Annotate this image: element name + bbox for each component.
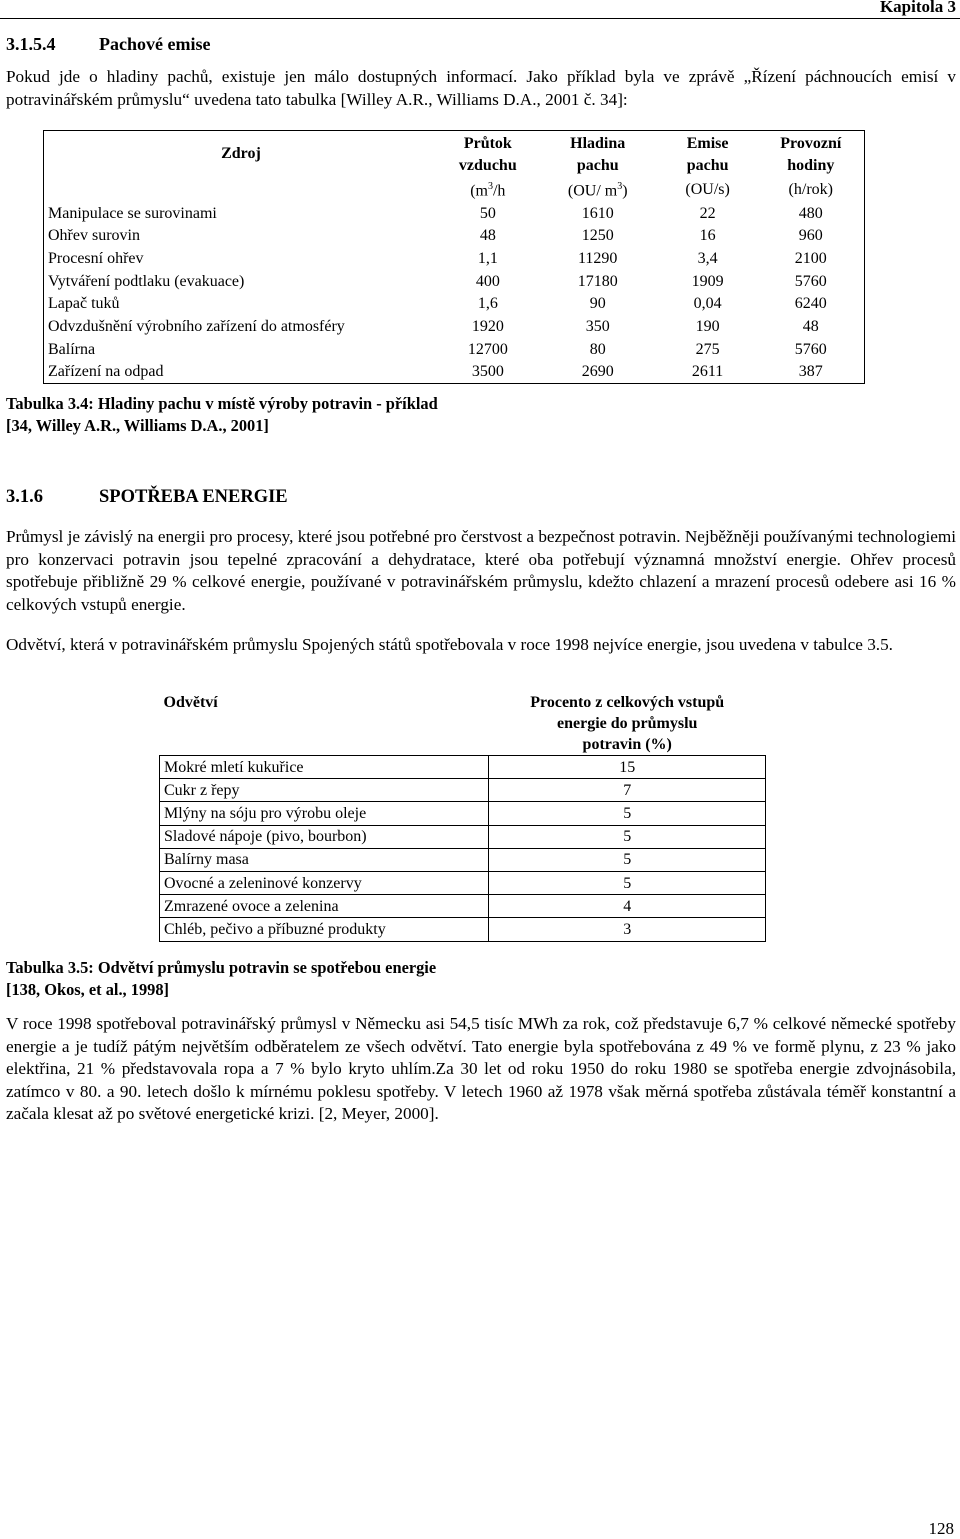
section-title: SPOTŘEBA ENERGIE <box>99 487 288 507</box>
cell-sector: Zmrazené ovoce a zelenina <box>160 895 489 918</box>
col-emission-header-1: Emise <box>686 134 729 152</box>
table-row <box>160 848 766 871</box>
cell-percent: 5 <box>489 825 766 848</box>
cell-odour: 1250 <box>581 227 614 245</box>
table-row <box>44 292 865 315</box>
section-number: 3.1.6 <box>6 487 43 507</box>
unit-airflow: ($m^3/h$ <box>470 181 506 200</box>
col-airflow-header-2: vzduchu <box>458 157 517 175</box>
cell-hours: 5760 <box>794 340 827 358</box>
cell-hours: 960 <box>798 227 823 245</box>
energy-sectors-table <box>159 692 766 942</box>
table-row <box>160 802 766 825</box>
table-caption-34: Tabulka 3.4: Hladiny pachu v místě výroby potravin - příklad [34, Willey A.R., Williams D.A., 2001] <box>6 394 438 435</box>
cell-percent: 4 <box>489 895 766 918</box>
cell-source: Zařízení na odpad <box>48 363 164 381</box>
table-row <box>44 270 865 293</box>
cell-sector: Mlýny na sóju pro výrobu oleje <box>160 802 489 825</box>
col-source-header: Zdroj <box>221 145 261 163</box>
cell-airflow: 400 <box>475 272 500 290</box>
col-hours-header-1: Provozní <box>780 134 842 152</box>
cell-source: Vytváření podtlaku (evakuace) <box>48 272 245 290</box>
table-row <box>44 315 865 338</box>
col-airflow-header-1: Průtok <box>463 134 512 152</box>
col-percent-header: Procento z celkových vstupů energie do průmyslu potravin (%) <box>530 694 725 753</box>
energy-paragraph-2: Odvětví, která v potravinářském průmyslu Spojených států spotřebovala v roce 1998 nejvíce energie, jsou uvedena v tabulce 3.5. <box>6 635 893 654</box>
cell-hours: 480 <box>798 204 823 222</box>
col-odour-header-1: Hladina <box>570 134 626 152</box>
table-row <box>160 895 766 918</box>
cell-emission: 16 <box>699 227 716 245</box>
cell-source: Procesní ohřev <box>48 249 144 267</box>
table-row <box>160 918 766 941</box>
cell-odour: 90 <box>589 295 606 313</box>
chapter-label: Kapitola 3 <box>879 0 956 16</box>
table-header-row <box>44 131 865 154</box>
cell-hours: 387 <box>798 363 823 381</box>
cell-hours: 2100 <box>794 249 827 267</box>
cell-sector: Sladové nápoje (pivo, bourbon) <box>160 825 489 848</box>
cell-percent: 5 <box>489 802 766 825</box>
col-sector-header: Odvětví <box>163 694 218 711</box>
cell-emission: 190 <box>695 317 720 335</box>
cell-source: Balírna <box>48 340 96 358</box>
cell-airflow: 3500 <box>471 363 504 381</box>
table-header-row <box>160 692 766 756</box>
unit-hours: (h/rok) <box>788 180 833 198</box>
header-rule <box>0 18 960 19</box>
cell-percent: 3 <box>489 918 766 941</box>
cell-percent: 5 <box>489 848 766 871</box>
cell-airflow: 12700 <box>467 340 508 358</box>
cell-emission: 275 <box>695 340 720 358</box>
unit-emission: (OU/s) <box>685 180 730 198</box>
cell-airflow: 48 <box>479 227 496 245</box>
section-heading-3154 <box>6 34 210 55</box>
cell-sector: Mokré mletí kukuřice <box>160 756 489 779</box>
table-row <box>44 361 865 384</box>
table-row <box>44 202 865 225</box>
cell-emission: 1909 <box>691 272 724 290</box>
table-row <box>160 779 766 802</box>
cell-percent: 5 <box>489 871 766 894</box>
cell-emission: 22 <box>699 204 716 222</box>
cell-odour: 17180 <box>577 272 618 290</box>
cell-sector: Ovocné a zeleninové konzervy <box>160 871 489 894</box>
cell-emission: 3,4 <box>697 249 718 267</box>
cell-emission: 0,04 <box>693 295 722 313</box>
odour-levels-table <box>43 130 865 384</box>
cell-hours: 6240 <box>794 295 827 313</box>
intro-paragraph: Pokud jde o hladiny pachů, existuje jen málo dostupných informací. Jako příklad byla ve zprávě „Řízení páchnoucích emisí v potravinářském průmyslu“ uvedena tato tabulka [Willey A.R., Williams D.A., 2001 č. 34]: <box>6 67 956 109</box>
cell-sector: Cukr z řepy <box>160 779 489 802</box>
cell-sector: Balírny masa <box>160 848 489 871</box>
cell-percent: 7 <box>489 779 766 802</box>
cell-percent: 15 <box>489 756 766 779</box>
cell-airflow: 50 <box>479 204 496 222</box>
table-row <box>160 756 766 779</box>
table-row <box>160 871 766 894</box>
cell-source: Manipulace se surovinami <box>48 204 217 222</box>
energy-paragraph-1: Průmysl je závislý na energii pro procesy, které jsou potřebné pro čerstvost a bezpečnost potravin. Nejběžněji používanými technologiemi pro konzervaci potravin jsou tepelné zpracování a dehydratace, které oba potřebují významná množství energie. Ohřev procesů spotřebuje přibližně 29 % celkové energie, používané v potravinářském průmyslu, kdežto chlazení a mrazení procesů odebere asi 16 % celkových vstupů energie. <box>6 527 956 614</box>
cell-source: Lapač tuků <box>48 295 120 313</box>
table-caption-35: Tabulka 3.5: Odvětví průmyslu potravin se spotřebou energie [138, Okos, et al., 1998] <box>6 958 437 999</box>
page-number: 128 <box>928 1519 954 1538</box>
cell-odour: 350 <box>585 317 610 335</box>
col-odour-header-2: pachu <box>576 157 619 175</box>
table-row <box>44 224 865 247</box>
unit-odour: (OU/ $m^3$) <box>567 181 628 200</box>
section-number: 3.1.5.4 <box>6 34 56 54</box>
cell-odour: 11290 <box>578 249 618 267</box>
section-heading-316 <box>6 487 288 508</box>
final-paragraph: V roce 1998 spotřeboval potravinářský průmysl v Německu asi 54,5 tisíc MWh za rok, což představuje 6,7 % celkové německé spotřeby energie a je tudíž pátým největším odběratelem ze všech odvětví. Tato energie byla spotřebována z 49 % ve formě plynu, z 23 % jako elektřina, 21 % představovala ropa a 7 % bylo kryto uhlím.Za 30 let od roku 1950 do roku 1980 se spotřeba energie zdvojnásobila, zatímco v 80. a 90. letech došlo k mírnému poklesu spotřeby. V letech 1960 až 1978 však měrná spotřeba zůstávala téměř konstantní a začala klesat až po světové energetické krizi. [2, Meyer, 2000]. <box>6 1014 956 1123</box>
table-row <box>160 825 766 848</box>
cell-hours: 48 <box>802 317 819 335</box>
cell-hours: 5760 <box>794 272 827 290</box>
table-units-row <box>44 176 865 201</box>
cell-source: Odvzdušnění výrobního zařízení do atmosféry <box>48 317 345 335</box>
cell-odour: 80 <box>589 340 606 358</box>
cell-source: Ohřev surovin <box>48 227 140 245</box>
cell-odour: 1610 <box>581 204 614 222</box>
col-hours-header-2: hodiny <box>787 157 835 175</box>
cell-sector: Chléb, pečivo a příbuzné produkty <box>160 918 489 941</box>
col-emission-header-2: pachu <box>686 157 729 175</box>
cell-emission: 2611 <box>691 363 724 381</box>
section-title: Pachové emise <box>99 34 211 54</box>
cell-airflow: 1,6 <box>477 295 498 313</box>
cell-odour: 2690 <box>581 363 614 381</box>
table-row <box>44 247 865 270</box>
cell-airflow: 1,1 <box>477 249 498 267</box>
table-row <box>44 338 865 361</box>
cell-airflow: 1920 <box>471 317 504 335</box>
